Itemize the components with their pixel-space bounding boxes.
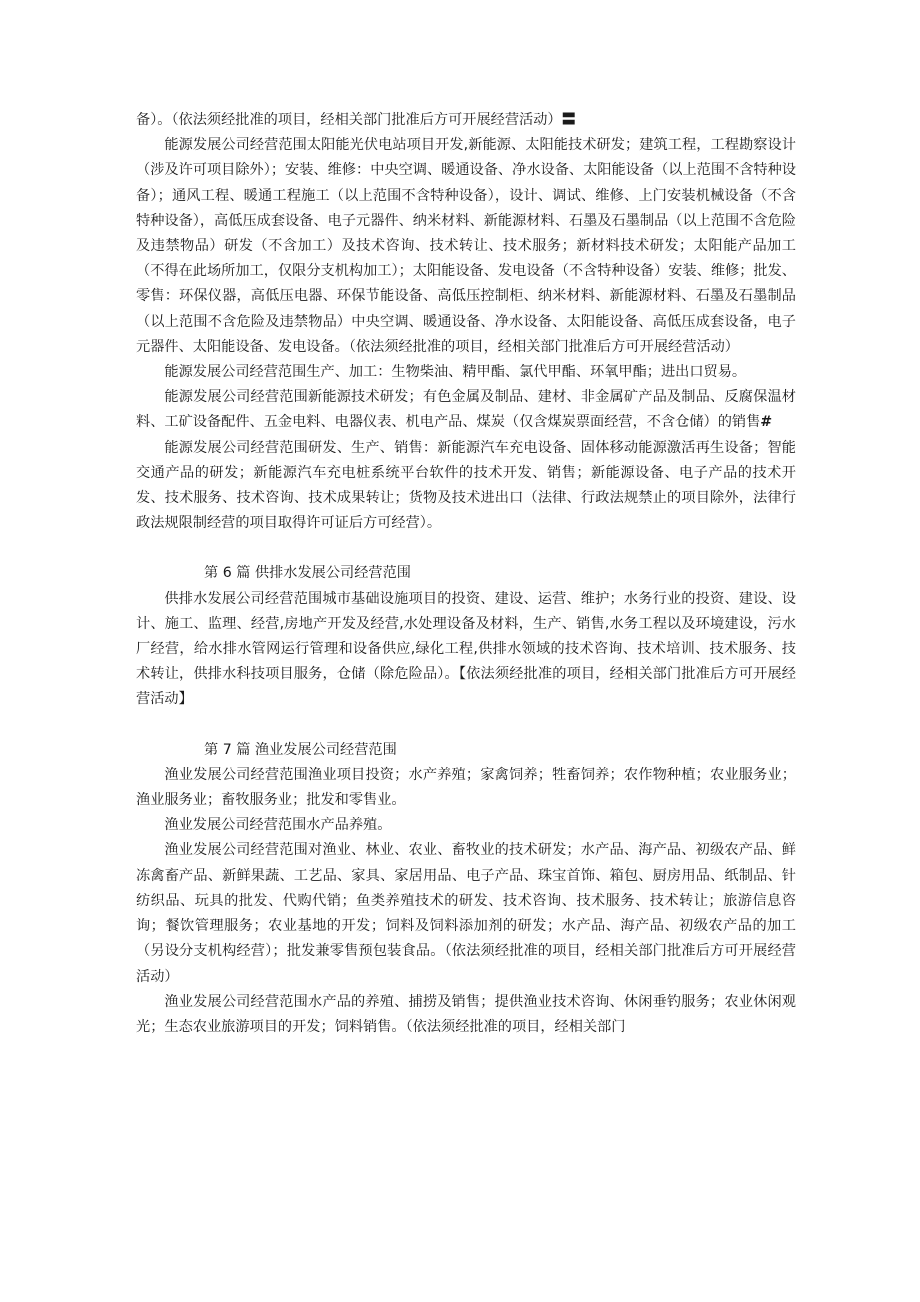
opening-paragraph [136, 108, 796, 133]
energy-paragraph-3-mark: # [760, 414, 773, 431]
section-heading-6: 第 6 篇 供排水发展公司经营范围 [204, 565, 411, 582]
fishery-paragraph-2: 渔业发展公司经营范围水产品养殖。 [164, 817, 392, 834]
opening-mark: 〓 [561, 112, 576, 128]
fishery-paragraph-3: 渔业发展公司经营范围对渔业、林业、农业、畜牧业的技术研发；水产品、海产品、初级农产品、鲜冻禽畜产品、新鲜果蔬、工艺品、家具、家居用品、电子产品、珠宝首饰、箱包、厨房用品、纸制品、针纺织品、玩具的批发、代购代销；鱼类养殖技术的研发、技术咨询、技术服务、技术转让；旅游信息咨询；餐饮管理服务；农业基地的开发；饲料及饲料添加剂的研发；水产品、海产品、初级农产品的加工（另设分支机构经营）；批发兼零售预包装食品。（依法须经批准的项目，经相关部门批准后方可开展经营活动） [136, 842, 796, 985]
water-paragraph-1: 供排水发展公司经营范围城市基础设施项目的投资、建设、运营、维护；水务行业的投资、建设、设计、施工、监理、经营,房地产开发及经营,水处理设备及材料，生产、销售,水务工程以及环境建设，污水厂经营，给水排水管网运行管理和设备供应,绿化工程,供排水领域的技术咨询、技术培训、技术服务、技术转让，供排水科技项目服务，仓储（除危险品）。【依法须经批准的项目，经相关部门批准后方可开展经营活动】 [136, 590, 796, 708]
energy-paragraph-1: 能源发展公司经营范围太阳能光伏电站项目开发,新能源、太阳能技术研发；建筑工程，工程勘察设计（涉及许可项目除外）；安装、维修：中央空调、暖通设备、净水设备、太阳能设备（以上范围不含特种设备）；通风工程、暖通工程施工（以上范围不含特种设备），设计、调试、维修、上门安装机械设备（不含特种设备），高低压成套设备、电子元器件、纳米材料、新能源材料、石墨及石墨制品（以上范围不含危险及违禁物品）研发（不含加工）及技术咨询、技术转让、技术服务；新材料技术研发；太阳能产品加工（不得在此场所加工，仅限分支机构加工）；太阳能设备、发电设备（不含特种设备）安装、维修；批发、零售：环保仪器，高低压电器、环保节能设备、高低压控制柜、纳米材料、新能源材料、石墨及石墨制品（以上范围不含危险及违禁物品）中央空调、暖通设备、净水设备、太阳能设备、高低压成套设备，电子元器件、太阳能设备、发电设备。（依法须经批准的项目，经相关部门批准后方可开展经营活动） [136, 137, 796, 355]
fishery-paragraph-1: 渔业发展公司经营范围渔业项目投资；水产养殖；家禽饲养；牲畜饲养；农作物种植；农业服务业；渔业服务业；畜牧服务业；批发和零售业。 [136, 766, 796, 809]
energy-paragraph-3 [136, 385, 796, 435]
energy-paragraph-4: 能源发展公司经营范围研发、生产、销售：新能源汽车充电设备、固体移动能源激活再生设备；智能交通产品的研发；新能源汽车充电桩系统平台软件的技术开发、销售；新能源设备、电子产品的技术开发、技术服务、技术咨询、技术成果转让；货物及技术进出口（法律、行政法规禁止的项目除外，法律行政法规限制经营的项目取得许可证后方可经营）。 [136, 439, 796, 532]
fishery-paragraph-4: 渔业发展公司经营范围水产品的养殖、捕捞及销售；提供渔业技术咨询、休闲垂钓服务；农业休闲观光；生态农业旅游项目的开发；饲料销售。（依法须经批准的项目，经相关部门 [136, 993, 796, 1035]
section-heading-7: 第 7 篇 渔业发展公司经营范围 [204, 741, 397, 758]
opening-text: 备）。（依法须经批准的项目，经相关部门批准后方可开展经营活动） [136, 112, 562, 128]
energy-paragraph-2: 能源发展公司经营范围生产、加工：生物柴油、精甲酯、氯代甲酯、环氧甲酯；进出口贸易。 [164, 364, 747, 381]
document-page [136, 108, 796, 1040]
energy-paragraph-3-text: 能源发展公司经营范围新能源技术研发；有色金属及制品、建材、非金属矿产品及制品、反腐保温材料、工矿设备配件、五金电料、电器仪表、机电产品、煤炭（仅含煤炭票面经营，不含仓储）的销售 [136, 389, 796, 431]
